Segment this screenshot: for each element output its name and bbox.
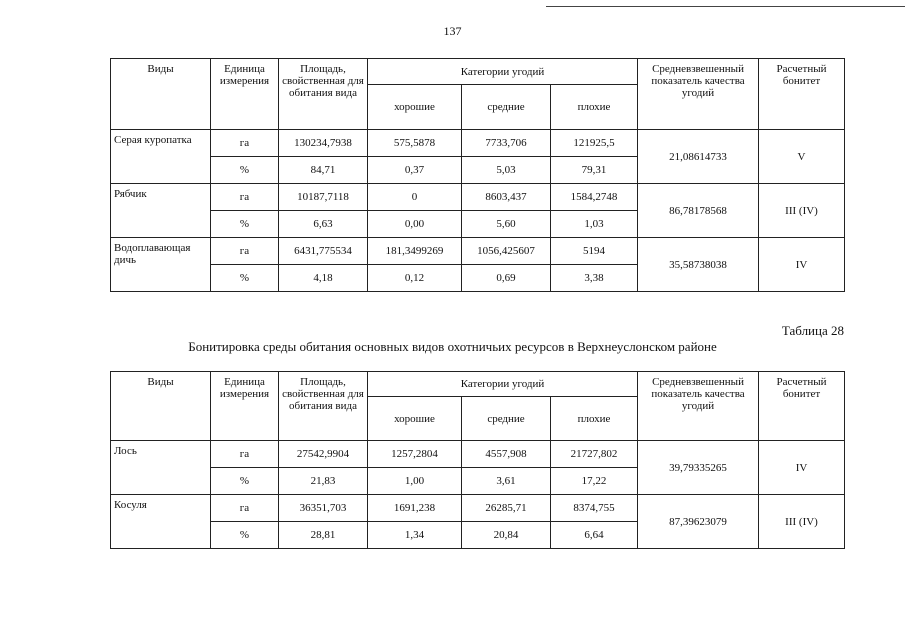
medium-cell: 8603,437 [462,184,551,211]
header-good: хорошие [368,397,462,441]
header-bonitet: Расчетный бонитет [759,59,845,130]
area-cell: 130234,7938 [279,130,368,157]
area-cell: 10187,7118 [279,184,368,211]
medium-cell: 5,03 [462,157,551,184]
weighted-cell: 86,78178568 [638,184,759,238]
poor-cell: 6,64 [551,522,638,549]
page-number: 137 [443,24,462,38]
medium-cell: 26285,71 [462,495,551,522]
header-categories: Категории угодий [368,59,638,85]
poor-cell: 17,22 [551,468,638,495]
medium-cell: 5,60 [462,211,551,238]
table-row [111,441,845,468]
header-good: хорошие [368,85,462,130]
unit-cell: % [211,522,279,549]
unit-cell: га [211,130,279,157]
table-caption-number: Таблица 28 [781,323,844,338]
weighted-cell: 35,58738038 [638,238,759,292]
species-name: Рябчик [111,184,211,238]
bonitet-table-1 [110,58,845,292]
bonitet-cell: V [759,130,845,184]
bonitet-table-2 [110,371,845,549]
header-weighted: Средневзвешенный показатель качества угодий [638,372,759,441]
medium-cell: 20,84 [462,522,551,549]
table-caption-title: Бонитировка среды обитания основных видов охотничьих ресурсов в Верхнеуслонском районе [188,339,717,354]
good-cell: 0,00 [368,211,462,238]
poor-cell: 79,31 [551,157,638,184]
unit-cell: га [211,441,279,468]
area-cell: 6431,775534 [279,238,368,265]
header-weighted: Средневзвешенный показатель качества угодий [638,59,759,130]
area-cell: 28,81 [279,522,368,549]
weighted-cell: 39,79335265 [638,441,759,495]
weighted-cell: 87,39623079 [638,495,759,549]
unit-cell: га [211,238,279,265]
good-cell: 0 [368,184,462,211]
area-cell: 36351,703 [279,495,368,522]
unit-cell: % [211,265,279,292]
header-medium: средние [462,85,551,130]
table-row [111,130,845,157]
table-row [111,238,845,265]
header-categories: Категории угодий [368,372,638,397]
poor-cell: 1,03 [551,211,638,238]
poor-cell: 21727,802 [551,441,638,468]
top-rule-line [546,6,905,7]
bonitet-cell: III (IV) [759,184,845,238]
good-cell: 181,3499269 [368,238,462,265]
medium-cell: 3,61 [462,468,551,495]
good-cell: 1,34 [368,522,462,549]
header-poor: плохие [551,85,638,130]
medium-cell: 7733,706 [462,130,551,157]
unit-cell: % [211,157,279,184]
unit-cell: га [211,495,279,522]
good-cell: 1,00 [368,468,462,495]
header-species: Виды [111,372,211,441]
poor-cell: 5194 [551,238,638,265]
header-unit: Единица измерения [211,59,279,130]
area-cell: 84,71 [279,157,368,184]
bonitet-cell: III (IV) [759,495,845,549]
medium-cell: 4557,908 [462,441,551,468]
species-name: Косуля [111,495,211,549]
area-cell: 4,18 [279,265,368,292]
good-cell: 0,37 [368,157,462,184]
table-row [111,184,845,211]
poor-cell: 3,38 [551,265,638,292]
species-name: Лось [111,441,211,495]
weighted-cell: 21,08614733 [638,130,759,184]
unit-cell: га [211,184,279,211]
area-cell: 21,83 [279,468,368,495]
medium-cell: 0,69 [462,265,551,292]
medium-cell: 1056,425607 [462,238,551,265]
good-cell: 1691,238 [368,495,462,522]
poor-cell: 1584,2748 [551,184,638,211]
unit-cell: % [211,468,279,495]
header-bonitet: Расчетный бонитет [759,372,845,441]
species-name: Серая куропатка [111,130,211,184]
header-unit: Единица измерения [211,372,279,441]
header-medium: средние [462,397,551,441]
poor-cell: 121925,5 [551,130,638,157]
area-cell: 6,63 [279,211,368,238]
table-row [111,495,845,522]
species-name: Водоплавающая дичь [111,238,211,292]
good-cell: 575,5878 [368,130,462,157]
area-cell: 27542,9904 [279,441,368,468]
unit-cell: % [211,211,279,238]
bonitet-cell: IV [759,441,845,495]
header-area: Площадь, свойственная для обитания вида [279,59,368,130]
good-cell: 1257,2804 [368,441,462,468]
header-species: Виды [111,59,211,130]
poor-cell: 8374,755 [551,495,638,522]
header-poor: плохие [551,397,638,441]
bonitet-cell: IV [759,238,845,292]
good-cell: 0,12 [368,265,462,292]
header-area: Площадь, свойственная для обитания вида [279,372,368,441]
